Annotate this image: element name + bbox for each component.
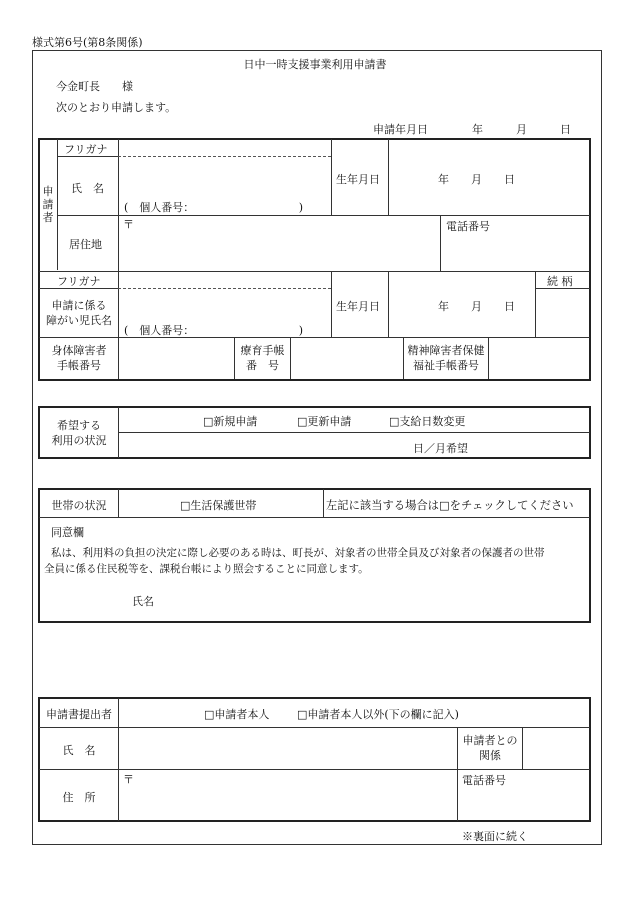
application-date-label: 申請年月日 年 月 日 — [373, 123, 571, 136]
child-furigana-label: フリガナ — [57, 275, 101, 288]
applicant-furigana-label: フリガナ — [64, 143, 108, 156]
submitter-relation-label: 申請者との 関係 — [462, 734, 518, 762]
applicant-birthdate-value: 年 月 日 — [438, 173, 515, 186]
applicant-phone-label: 電話番号 — [446, 220, 490, 233]
child-birthdate-value: 年 月 日 — [438, 300, 515, 313]
submitter-postal-mark: 〒 — [123, 773, 134, 786]
household-check-note: 左記に該当する場合は□をチェックしてください — [326, 499, 574, 512]
rehab-notebook-label: 療育手帳 番 号 — [240, 344, 285, 372]
addressee: 今金町長 様 — [56, 80, 133, 93]
submitter-phone-label: 電話番号 — [462, 774, 506, 787]
usage-option-change[interactable]: □支給日数変更 — [389, 415, 466, 428]
intro-text: 次のとおり申請します。 — [56, 101, 177, 114]
submitter-address-label: 住 所 — [62, 791, 96, 804]
applicant-personal-number: ( 個人番号： ) — [124, 201, 304, 214]
submitter-label: 申請書提出者 — [46, 708, 112, 721]
child-birthdate-label: 生年月日 — [336, 300, 380, 313]
usage-option-renew[interactable]: □更新申請 — [297, 415, 352, 428]
continued-note: ※裏面に続く — [462, 830, 528, 843]
mental-notebook-label: 精神障害者保健 福祉手帳番号 — [407, 344, 485, 372]
applicant-name-label: 氏 名 — [71, 182, 104, 195]
household-label: 世帯の状況 — [51, 499, 107, 512]
form-title: 日中一時支援事業利用申請書 — [243, 58, 387, 71]
form-number: 様式第6号(第8条関係) — [32, 36, 143, 49]
consent-text-line2: 全員に係る住民税等を、課税台帳により照会することに同意します。 — [44, 563, 369, 575]
child-relation-label: 続 柄 — [547, 275, 573, 288]
child-name-label: 申請に係る 障がい児氏名 — [46, 299, 112, 327]
usage-days-label: 日／月希望 — [413, 442, 468, 455]
submitter-option-self[interactable]: □申請者本人 — [204, 708, 270, 721]
consent-title: 同意欄 — [51, 526, 84, 539]
applicant-section-label: 申請者 — [42, 185, 54, 224]
child-personal-number: ( 個人番号： ) — [124, 324, 304, 337]
consent-text-line1: 私は、利用料の負担の決定に際し必要のある時は、町長が、対象者の世帯全員及び対象者の保護者の世帯 — [51, 547, 545, 559]
submitter-name-label: 氏 名 — [62, 744, 96, 757]
submitter-option-other[interactable]: □申請者本人以外(下の欄に記入) — [297, 708, 459, 721]
usage-option-new[interactable]: □新規申請 — [203, 415, 258, 428]
welfare-household-option[interactable]: □生活保護世帯 — [180, 499, 257, 512]
usage-label: 希望する 利用の状況 — [51, 419, 107, 447]
applicant-address-label: 居住地 — [69, 238, 102, 251]
physical-notebook-label: 身体障害者 手帳番号 — [51, 344, 107, 372]
applicant-postal-mark: 〒 — [123, 218, 134, 231]
consent-signature-label: 氏名 — [132, 595, 154, 608]
applicant-birthdate-label: 生年月日 — [336, 173, 380, 186]
